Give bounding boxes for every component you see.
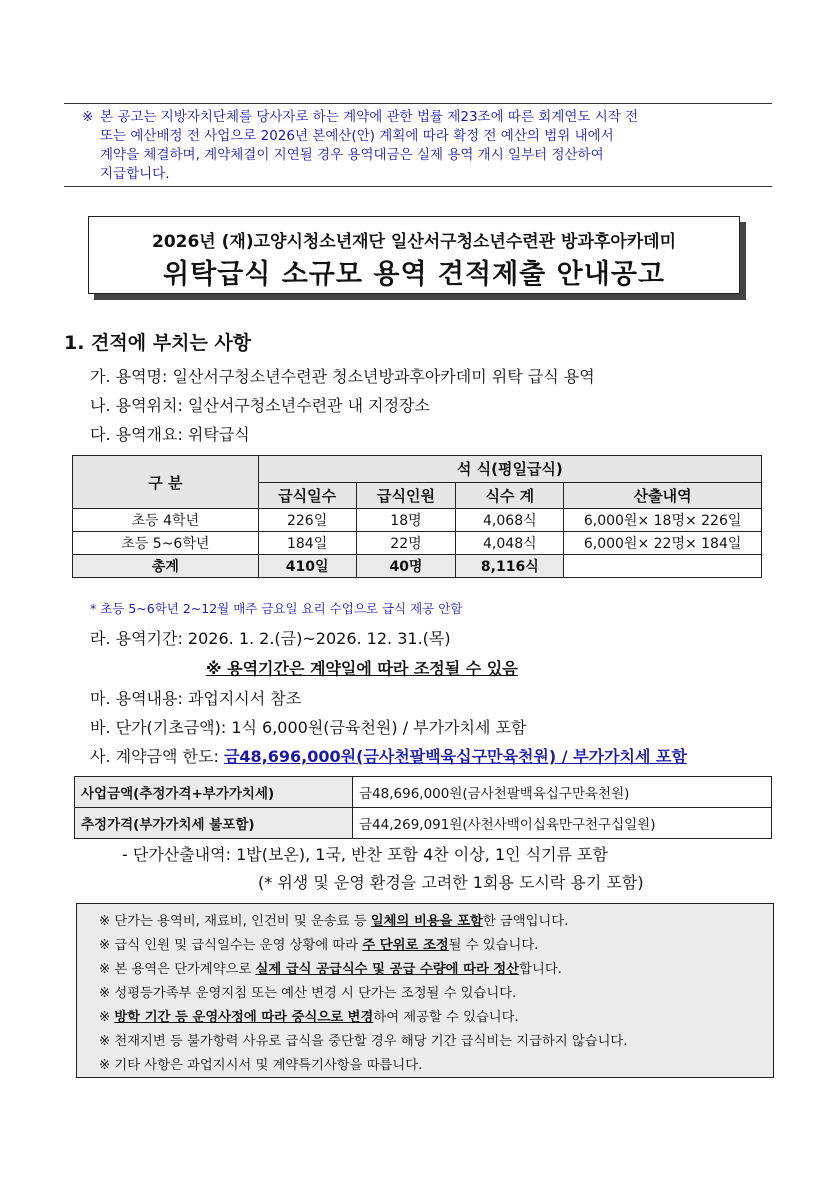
period-warning: ※ 용역기간은 계약일에 따라 조정될 수 있음 — [206, 659, 518, 678]
cell: 6,000원× 18명× 226일 — [564, 509, 762, 532]
cell: 410일 — [258, 555, 356, 578]
meal-table — [72, 455, 762, 578]
condition-text: ※ 본 용역은 단가계약으로 — [99, 962, 256, 977]
unit-price-breakdown-note: (* 위생 및 운영 환경을 고려한 1회용 도시락 용기 포함) — [258, 873, 644, 892]
cell: 22명 — [356, 532, 456, 555]
table-row — [73, 509, 762, 532]
condition-text: ※ 기타 사항은 과업지시서 및 계약특기사항을 따릅니다. — [99, 1058, 423, 1073]
price-table — [74, 776, 772, 839]
cell: 184일 — [258, 532, 356, 555]
condition-item — [99, 1006, 519, 1025]
cell — [564, 555, 762, 578]
condition-emphasis: 실제 급식 공급식수 및 공급 수량에 따라 정산 — [255, 962, 520, 977]
notice-mark: ※ — [82, 109, 94, 125]
condition-item — [99, 1054, 422, 1073]
condition-text: ※ 천재지변 등 불가항력 사유로 급식을 중단할 경우 해당 기간 급식비는 지급하지 않습니다. — [99, 1034, 628, 1049]
contract-limit-amount: 금48,696,000원(금사천팔백육십구만육천원) / 부가가치세 포함 — [223, 747, 687, 766]
conditions-box — [76, 903, 774, 1078]
table-row — [75, 808, 772, 839]
header-dinner: 석 식(평일급식) — [258, 456, 761, 483]
cell: 226일 — [258, 509, 356, 532]
service-content: 마. 용역내용: 과업지시서 참조 — [90, 689, 302, 708]
condition-emphasis: 방학 기간 등 운영사정에 따라 중식으로 변경 — [114, 1010, 374, 1025]
header-days: 급식일수 — [258, 482, 356, 509]
table-note: * 초등 5~6학년 2~12월 매주 금요일 요리 수업으로 급식 제공 안함 — [90, 601, 463, 616]
price-value: 금48,696,000원(금사천팔백육십구만육천원) — [353, 777, 772, 808]
notice-line: 지급합니다. — [100, 166, 170, 182]
condition-item — [99, 934, 538, 953]
header-category: 구 분 — [73, 456, 259, 509]
condition-emphasis: 일체의 비용을 포함 — [370, 914, 483, 929]
title-box — [88, 216, 740, 294]
condition-item — [99, 1030, 628, 1049]
table-row — [75, 777, 772, 808]
table-row — [73, 532, 762, 555]
condition-emphasis: 주 단위로 조정 — [362, 938, 449, 953]
total-row — [73, 555, 762, 578]
notice-line: 본 공고는 지방자치단체를 당사자로 하는 계약에 관한 법률 제23조에 따른 회계연도 시작 전 — [100, 109, 639, 125]
condition-text: 한 금액입니다. — [482, 914, 569, 929]
cell: 6,000원× 22명× 184일 — [564, 532, 762, 555]
service-name: 가. 용역명: 일산서구청소년수련관 청소년방과후아카데미 위탁 급식 용역 — [90, 367, 595, 386]
service-period: 라. 용역기간: 2026. 1. 2.(금)~2026. 12. 31.(목) — [90, 629, 451, 648]
price-value: 금44,269,091원(사천사백이십육만구천구십일원) — [353, 808, 772, 839]
header-calc: 산출내역 — [564, 482, 762, 509]
condition-text: 하여 제공할 수 있습니다. — [373, 1010, 519, 1025]
cell: 4,048식 — [456, 532, 564, 555]
price-label: 추정가격(부가가치세 불포함) — [75, 808, 353, 839]
header-persons: 급식인원 — [356, 482, 456, 509]
condition-text: ※ — [99, 1010, 115, 1025]
notice-line: 계약을 체결하며, 계약체결이 지연될 경우 용역대금은 실제 용역 개시 일부터 정산하여 — [100, 147, 604, 163]
condition-item — [99, 982, 516, 1001]
price-label: 사업금액(추정가격+부가가치세) — [75, 777, 353, 808]
cell: 18명 — [356, 509, 456, 532]
notice-line: 또는 예산배정 전 사업으로 2026년 본예산(안) 계획에 따라 확정 전 예산의 범위 내에서 — [100, 128, 614, 144]
contract-limit-label: 사. 계약금액 한도: — [90, 747, 224, 766]
condition-text: 합니다. — [519, 962, 562, 977]
condition-text: 될 수 있습니다. — [448, 938, 539, 953]
contract-limit — [90, 744, 687, 767]
header-meals: 식수 계 — [456, 482, 564, 509]
cell: 4,068식 — [456, 509, 564, 532]
service-location: 나. 용역위치: 일산서구청소년수련관 내 지정장소 — [90, 396, 430, 415]
condition-text: ※ 급식 인원 및 급식일수는 운영 상황에 따라 — [99, 938, 363, 953]
section-heading: 1. 견적에 부치는 사항 — [64, 332, 252, 354]
condition-text: ※ 단가는 용역비, 재료비, 인건비 및 운송료 등 — [99, 914, 371, 929]
title-line-2: 위탁급식 소규모 용역 견적제출 안내공고 — [163, 259, 665, 290]
service-overview: 다. 용역개요: 위탁급식 — [90, 425, 250, 444]
unit-price: 바. 단가(기초금액): 1식 6,000원(금육천원) / 부가가치세 포함 — [90, 718, 527, 737]
budget-notice — [64, 103, 772, 187]
cell: 8,116식 — [456, 555, 564, 578]
title-line-1: 2026년 (재)고양시청소년재단 일산서구청소년수련관 방과후아카데미 — [151, 232, 676, 252]
condition-item — [99, 958, 562, 977]
cell: 초등 4학년 — [73, 509, 259, 532]
unit-price-breakdown: - 단가산출내역: 1밥(보온), 1국, 반찬 포함 4찬 이상, 1인 식기류 포함 — [122, 845, 608, 864]
cell: 40명 — [356, 555, 456, 578]
cell: 초등 5~6학년 — [73, 532, 259, 555]
cell: 총계 — [73, 555, 259, 578]
condition-item — [99, 910, 568, 929]
condition-text: ※ 성평등가족부 운영지침 또는 예산 변경 시 단가는 조정될 수 있습니다. — [99, 986, 517, 1001]
